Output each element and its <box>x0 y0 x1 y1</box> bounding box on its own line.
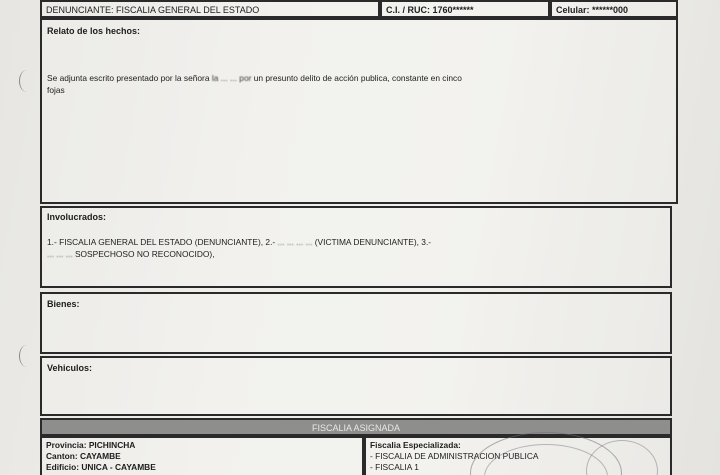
involucrados-title: Involucrados: <box>47 212 107 222</box>
relato-text-a: Se adjunta escrito presentado por la señora <box>47 73 210 83</box>
involucrados-line2-b: SOSPECHOSO NO RECONOCIDO), <box>74 249 215 259</box>
provincia-text: Provincia: PICHINCHA <box>46 440 136 450</box>
canton-text: Canton: CAYAMBE <box>46 451 121 461</box>
denunciante-text: DENUNCIANTE: FISCALIA GENERAL DEL ESTADO <box>46 5 260 15</box>
bienes-title: Bienes: <box>47 299 80 309</box>
involucrados-redacted-2: ... ... ... <box>47 249 73 259</box>
relato-section <box>40 18 678 204</box>
celular-cell <box>550 0 678 18</box>
fiscalia-band-title: FISCALIA ASIGNADA <box>312 423 401 433</box>
fiscalia-band <box>40 418 672 436</box>
relato-title: Relato de los hechos: <box>47 26 141 36</box>
ubicacion-cell <box>40 436 364 475</box>
ubicacion-text <box>46 440 156 473</box>
relato-text-b: un presunto delito de acción publica, constante en cinco <box>253 73 462 83</box>
involucrados-line1-b: (VICTIMA DENUNCIANTE), 3.- <box>314 237 432 247</box>
ci-ruc-cell <box>380 0 550 18</box>
punch-hole <box>19 70 34 92</box>
relato-redacted: la ... ... por <box>211 73 252 83</box>
relato-text-c: fojas <box>47 85 65 95</box>
punch-hole <box>19 345 34 367</box>
involucrados-line1-a: 1.- FISCALIA GENERAL DEL ESTADO (DENUNCIANTE), 2.- <box>47 237 276 247</box>
celular-text: Celular: ******000 <box>556 5 629 15</box>
especializada-title: Fiscalia Especializada: <box>370 440 461 450</box>
vehiculos-section <box>40 356 672 416</box>
especializada-line-1: - FISCALIA DE ADMINISTRACION PUBLICA <box>370 451 539 461</box>
edificio-text: Edificio: UNICA - CAYAMBE <box>46 462 156 472</box>
ci-ruc-text: C.I. / RUC: 1760****** <box>386 5 474 15</box>
involucrados-redacted-1: ... ... ... ... <box>277 237 313 247</box>
denunciante-cell <box>40 0 380 18</box>
vehiculos-title: Vehiculos: <box>47 363 93 373</box>
relato-text <box>47 72 672 96</box>
bienes-section <box>40 292 672 354</box>
involucrados-text <box>47 236 669 260</box>
especializada-line-2: - FISCALIA 1 <box>370 462 419 472</box>
involucrados-section <box>40 206 672 288</box>
